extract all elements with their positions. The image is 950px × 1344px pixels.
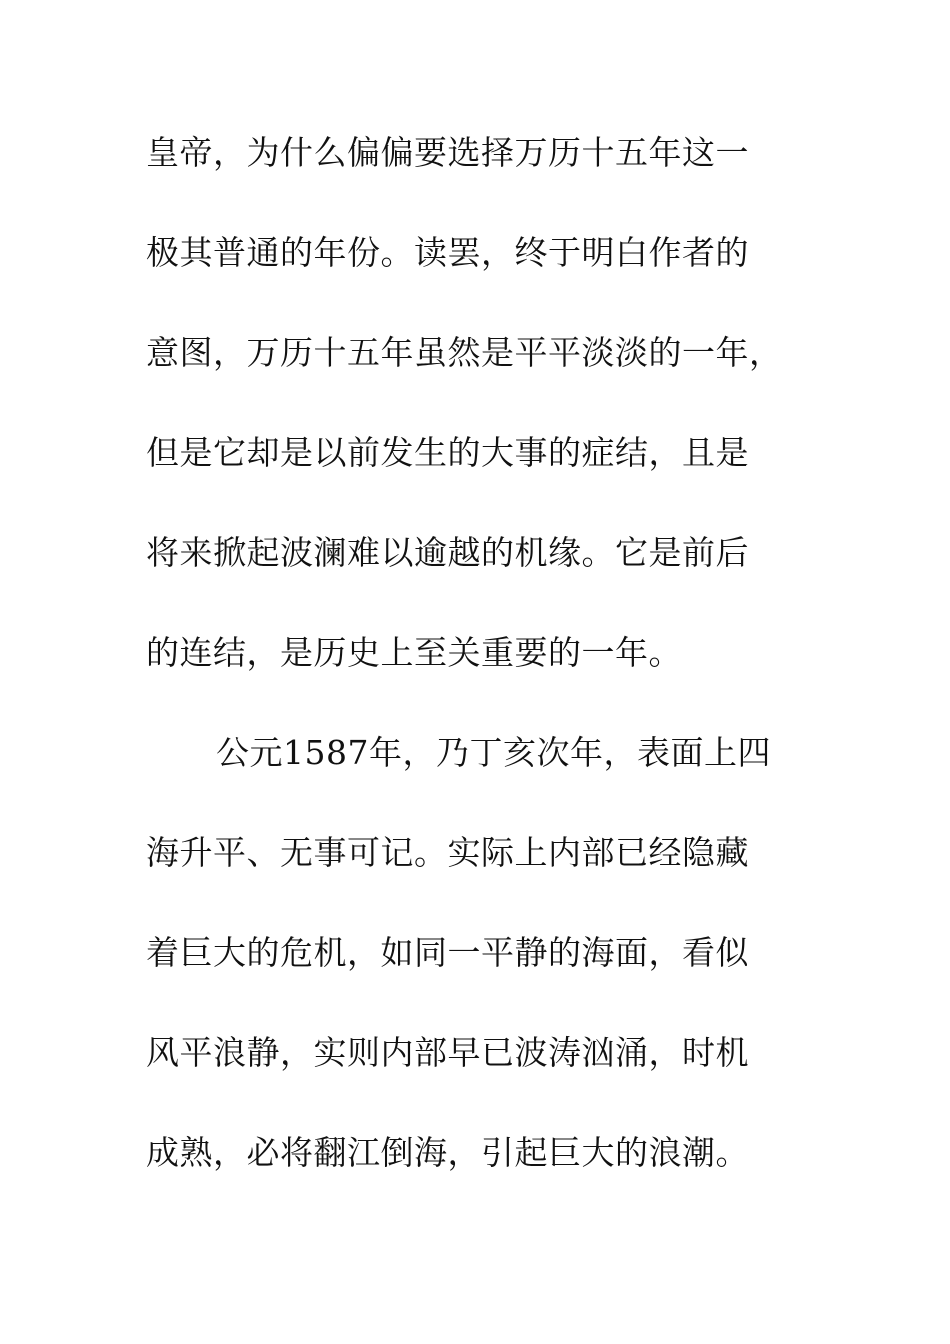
body-text (146, 122, 826, 1222)
text-line: 海升平、无事可记。实际上内部已经隐藏 (146, 833, 749, 872)
paragraph-1 (146, 122, 826, 722)
text-line: 的连结，是历史上至关重要的一年。 (146, 633, 682, 672)
text-line: 但是它却是以前发生的大事的症结，且是 (146, 433, 749, 472)
text-line: 着巨大的危机，如同一平静的海面，看似 (146, 933, 749, 972)
text-line: 将来掀起波澜难以逾越的机缘。它是前后 (146, 533, 749, 572)
text-line: 风平浪静，实则内部早已波涛汹涌，时机 (146, 1033, 749, 1072)
text-line: 公元1587年，乃丁亥次年，表面上四 (216, 733, 771, 772)
text-line: 皇帝，为什么偏偏要选择万历十五年这一 (146, 133, 749, 172)
text-line: 成熟，必将翻江倒海，引起巨大的浪潮。 (146, 1133, 749, 1172)
text-line: 意图，万历十五年虽然是平平淡淡的一年， (146, 333, 783, 372)
text-line: 极其普通的年份。读罢，终于明白作者的 (146, 233, 749, 272)
paragraph-2 (146, 722, 826, 1222)
